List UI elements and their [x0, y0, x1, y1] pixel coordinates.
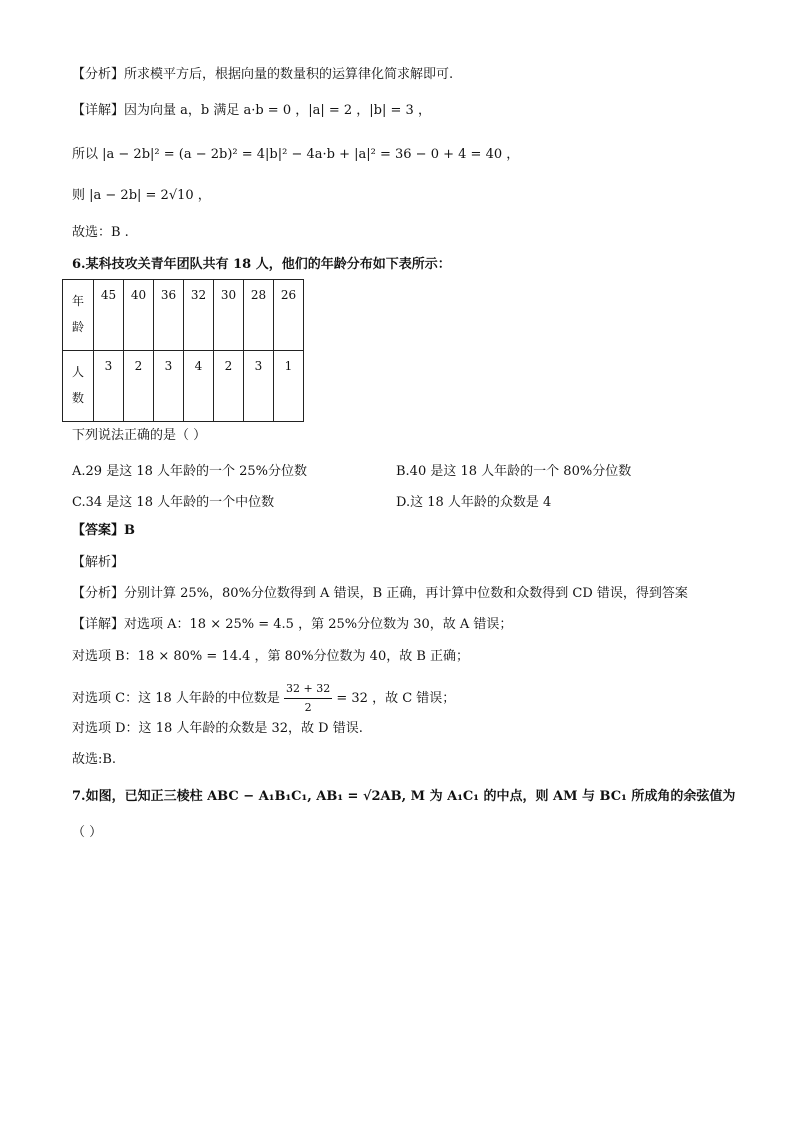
q6-option-a: A.29 是这 18 人年龄的一个 25%分位数 [72, 464, 308, 479]
median-fraction: $\frac{32 + 32}{2}$ [286, 682, 331, 714]
count-cell: 4 [184, 351, 214, 422]
count-cell: 2 [214, 351, 244, 422]
age-cell: 40 [124, 280, 154, 351]
q6-choice: 故选:B. [72, 752, 117, 767]
count-cell: 3 [244, 351, 274, 422]
q5-choice: 故选：B . [72, 225, 129, 240]
q6-option-b: B.40 是这 18 人年龄的一个 80%分位数 [396, 464, 632, 479]
count-cell: 3 [154, 351, 184, 422]
age-cell: 36 [154, 280, 184, 351]
q6-detail-a: 【详解】对选项 A：18 × 25% = 4.5 ，第 25%分位数为 30，故 A 错误； [72, 617, 513, 632]
q6-detail-b: 对选项 B：18 × 80% = 14.4 ，第 80%分位数为 40，故 B 正确； [72, 649, 470, 664]
table-row-ages [63, 280, 304, 351]
q5-derivation: 所以 |a − 2b|² = (a − 2b)² = 4|b|² − 4a·b + |a|² = 36 − 0 + 4 = 40 ， [72, 147, 520, 162]
age-cell: 30 [214, 280, 244, 351]
q7-blank: （ ） [72, 825, 103, 840]
q6-stem: 6.某科技攻关青年团队共有 18 人，他们的年龄分布如下表所示： [72, 257, 451, 272]
q6-solution-label: 【解析】 [72, 555, 125, 570]
table-row-counts [63, 351, 304, 422]
count-cell: 3 [94, 351, 124, 422]
age-distribution-table [62, 279, 304, 422]
q6-detail-c: 对选项 C：这 18 人年龄的中位数是 $\frac{32 + 32}{2}$ = 32 ，故 C 错误； [72, 680, 455, 717]
q7-stem: 7.如图，已知正三棱柱 ABC − A₁B₁C₁, AB₁ = √2AB, M 为 A₁C₁ 的中点，则 AM 与 BC₁ 所成角的余弦值为 [72, 789, 736, 804]
age-cell: 28 [244, 280, 274, 351]
q5-analysis: 【分析】所求模平方后，根据向量的数量积的运算律化简求解即可. [72, 67, 454, 82]
q6-analysis: 【分析】分别计算 25%，80%分位数得到 A 错误，B 正确，再计算中位数和众数得到 CD 错误，得到答案 [72, 586, 688, 601]
q6-option-d: D.这 18 人年龄的众数是 4 [396, 495, 552, 510]
age-cell: 26 [274, 280, 304, 351]
age-cell: 32 [184, 280, 214, 351]
q6-answer: 【答案】B [72, 523, 135, 538]
count-cell: 2 [124, 351, 154, 422]
row-header-age: 年 龄 [63, 280, 94, 351]
q5-detail: 【详解】因为向量 a，b 满足 a·b = 0 ，|a| = 2 ，|b| = 3 ， [72, 103, 431, 118]
q6-question: 下列说法正确的是（ ） [72, 428, 207, 443]
row-header-count: 人 数 [63, 351, 94, 422]
q5-result: 则 |a − 2b| = 2√10 ， [72, 188, 211, 203]
q6-option-c: C.34 是这 18 人年龄的一个中位数 [72, 495, 275, 510]
count-cell: 1 [274, 351, 304, 422]
age-cell: 45 [94, 280, 124, 351]
q6-detail-d: 对选项 D：这 18 人年龄的众数是 32，故 D 错误. [72, 721, 363, 736]
